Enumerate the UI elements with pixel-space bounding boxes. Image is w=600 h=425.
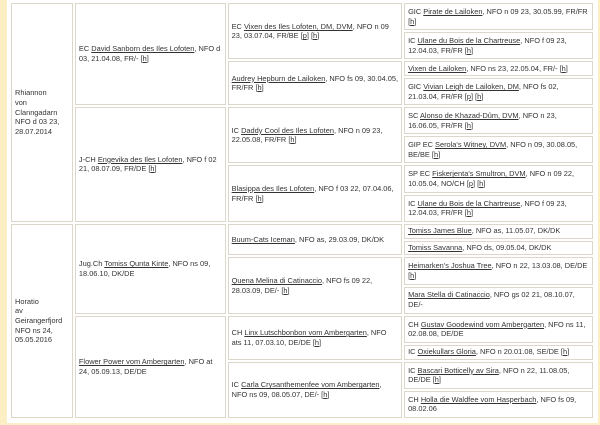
cat-name-link[interactable]: Buum-Cats Iceman <box>231 234 295 244</box>
h-link[interactable]: h <box>314 337 320 347</box>
cat-name-link[interactable]: Tomiss Qunta Kinte <box>104 259 169 269</box>
h-link[interactable]: h <box>479 179 484 189</box>
cat-details: NFO ds, 09.05.04, DK/DK <box>466 243 552 253</box>
cat-name-link[interactable]: Carla Crysanthemenfee vom Ambergarten <box>241 380 380 390</box>
cat-title: SP EC <box>408 169 431 179</box>
cat-details: NFO fs 09, 08.02.06 <box>408 394 577 414</box>
h-link[interactable]: h <box>466 120 471 130</box>
cat-name-link[interactable]: Vixen des Iles Lofoten, DM, DVM <box>243 21 353 31</box>
cat-title: EC <box>78 44 90 54</box>
cat-details: NFO ats 11, 07.03.10, DE/DE <box>231 328 387 347</box>
h-link[interactable]: h <box>142 54 147 64</box>
cat-details: NFO ns 09, 08.05.07, DE/- <box>231 389 320 399</box>
cat-name-link[interactable]: Fiskerjenta's Smultron, DVM <box>432 169 526 179</box>
cat-details: NFO as, 29.03.09, DK/DK <box>299 234 385 244</box>
cat-details: NFO n 09, 30.08.05, BE/BE <box>408 140 578 159</box>
parent-line: Horatio <box>15 296 39 306</box>
cat-name-link[interactable]: Daddy Cool des Iles Lofoten <box>241 125 334 135</box>
ggg-parent-cell: Vixen de Lailoken, NFO ns 23, 22.05.04, FR/- [h] <box>404 61 593 76</box>
ggg-parent-cell: Heimarken's Joshua Tree, NFO n 22, 13.03.08, DE/DE [h] <box>404 257 593 284</box>
cat-name-link[interactable]: Vixen de Lailoken <box>408 63 467 73</box>
pedigree-row <box>11 3 593 30</box>
cat-title: Jug.Ch <box>78 259 103 269</box>
cat-title: J-CH <box>78 154 96 164</box>
ggg-parent-cell: SC Alonso de Khazad-Dûm, DVM, NFO n 23, 16.06.05, FR/FR [h] <box>404 107 593 134</box>
cat-details: NFO f 09 23, 12.04.03, FR/FR <box>408 36 567 55</box>
cat-name-link[interactable]: Quena Melina di Catinaccio <box>231 275 323 285</box>
h-link[interactable]: h <box>562 347 568 357</box>
h-link[interactable]: h <box>433 149 439 159</box>
h-link[interactable]: h <box>257 193 262 203</box>
cat-details: NFO as, 11.05.07, DK/DK <box>475 226 561 236</box>
cat-details: NFO fs 02, 21.03.04, FR/FR <box>408 82 559 101</box>
h-link[interactable]: h <box>290 135 295 145</box>
cat-name-link[interactable]: Serola's Witney, DVM <box>435 140 507 150</box>
parent-cell <box>11 3 73 222</box>
cat-details: NFO n 22, 13.03.08, DE/DE <box>495 261 588 271</box>
cat-title: GIP EC <box>408 140 433 150</box>
grandparent-cell: J-CH Engevika des Iles Lofoten, NFO f 02 21, 08.07.09, FR/DE [h] <box>75 107 226 222</box>
great-grandparent-cell: IC Carla Crysanthemenfee vom Ambergarten, NFO ns 09, 08.05.07, DE/- [h] <box>228 362 402 418</box>
ggg-parent-cell: CH Gustav Goodewind vom Ambergarten, NFO ns 11, 02.08.08, DE/DE <box>404 316 593 343</box>
cat-title: CH <box>408 319 419 329</box>
great-grandparent-cell: Buum-Cats Iceman, NFO as, 29.03.09, DK/DK <box>228 224 402 256</box>
ggg-parent-cell: GIP EC Serola's Witney, DVM, NFO n 09, 30.08.05, BE/BE [h] <box>404 136 593 163</box>
cat-name-link[interactable]: Linx Lutschbonbon vom Ambergarten <box>244 328 367 338</box>
cat-details: NFO n 09 22, 10.05.04, NO/CH <box>408 169 575 189</box>
cat-details: NFO at 24, 05.09.13, DE/DE <box>78 357 213 376</box>
ggg-parent-cell: Tomiss Savanna, NFO ds, 09.05.04, DK/DK <box>404 241 593 256</box>
cat-details: NFO f 09 23, 12.04.03, FR/FR <box>408 198 567 218</box>
grandparent-cell: Flower Power vom Ambergarten, NFO at 24, 05.09.13, DE/DE <box>75 316 226 418</box>
photo-link[interactable]: p <box>302 31 307 41</box>
cat-title: GIC <box>408 82 422 92</box>
cat-details: NFO n 23, 16.06.05, FR/FR <box>408 111 557 130</box>
cat-title: CH <box>408 394 419 404</box>
h-link[interactable]: h <box>434 375 439 385</box>
cat-name-link[interactable]: Gustav Goodewind vom Ambergarten <box>420 319 545 329</box>
ggg-parent-cell: IC Ulane du Bois de la Chartreuse, NFO f 09 23, 12.04.03, FR/FR [h] <box>404 195 593 222</box>
great-grandparent-cell: Quena Melina di Catinaccio, NFO fs 09 22, 28.03.09, DE/- [h] <box>228 257 402 313</box>
cat-name-link[interactable]: Holla die Waldfee vom Hasperbach <box>420 394 537 404</box>
cat-title: IC <box>408 365 416 375</box>
great-grandparent-cell: EC Vixen des Iles Lofoten, DM, DVM, NFO n 09 23, 03.07.04, FR/BE [p] [h] <box>228 3 402 59</box>
cat-title: GIC <box>408 6 422 16</box>
cat-details: NFO n 22, 11.08.05, DE/DE <box>408 365 570 385</box>
cat-name-link[interactable]: Ulane du Bois de la Chartreuse <box>417 198 521 208</box>
cat-details: NFO n 20.01.08, SE/DE <box>479 347 559 357</box>
cat-name-link[interactable]: Alonso de Khazad-Dûm, DVM <box>420 111 519 121</box>
cat-name-link[interactable]: Pirate de Lailoken <box>423 6 483 16</box>
cat-details: NFO gs 02 21, 08.10.07, DE/- <box>408 290 575 310</box>
pedigree-row <box>11 316 593 343</box>
cat-name-link[interactable]: Oxiekullars Gloria <box>417 347 476 357</box>
ggg-parent-cell: SP EC Fiskerjenta's Smultron, DVM, NFO n 09 22, 10.05.04, NO/CH [p] [h] <box>404 165 593 192</box>
cat-details: NFO n 09 23, 22.05.08, FR/FR <box>231 125 383 145</box>
cat-name-link[interactable]: Mara Stella di Catinaccio <box>408 290 490 300</box>
cat-title: EC <box>231 21 242 31</box>
pedigree-page <box>7 0 598 423</box>
cat-details: NFO ns 11, 02.08.08, DE/DE <box>408 319 586 339</box>
cat-details: NFO n 09 23, 30.05.99, FR/FR <box>486 6 588 16</box>
cat-title: IC <box>231 380 240 390</box>
cat-details: NFO f 02 21, 08.07.09, FR/DE <box>78 154 217 174</box>
cat-details: NFO f 03 22, 07.04.06, FR/FR <box>231 183 394 203</box>
ggg-parent-cell: IC Oxiekullars Gloria, NFO n 20.01.08, SE/DE [h] <box>404 345 593 360</box>
ggg-parent-cell: CH Holla die Waldfee vom Hasperbach, NFO fs 09, 08.02.06 <box>404 391 593 418</box>
h-link[interactable]: h <box>323 389 328 399</box>
grandparent-cell: Jug.Ch Tomiss Qunta Kinte, NFO ns 09, 18.06.10, DK/DE <box>75 224 226 314</box>
photo-link[interactable]: p <box>468 179 473 189</box>
h-link[interactable]: h <box>466 208 471 218</box>
h-link[interactable]: h <box>410 16 415 26</box>
cat-name-link[interactable]: Tomiss Savanna <box>408 243 463 253</box>
parent-line: NFO ns 24, <box>15 325 53 335</box>
h-link[interactable]: h <box>313 31 318 41</box>
parent-line: av Geirangerfjord <box>15 306 63 326</box>
cat-title: CH <box>231 328 243 338</box>
grandparent-cell: EC David Sanborn des Iles Lofoten, NFO d 03, 21.04.08, FR/- [h] <box>75 3 226 105</box>
great-grandparent-cell: IC Daddy Cool des Iles Lofoten, NFO n 09 23, 22.05.08, FR/FR [h] <box>228 107 402 163</box>
cat-name-link[interactable]: Heimarken's Joshua Tree <box>408 261 492 271</box>
great-grandparent-cell: Audrey Hepburn de Lailoken, NFO fs 09, 30.04.05, FR/FR [h] <box>228 61 402 105</box>
h-link[interactable]: h <box>477 91 482 101</box>
cat-title: IC <box>408 198 416 208</box>
h-link[interactable]: h <box>150 164 155 174</box>
ggg-parent-cell: IC Ulane du Bois de la Chartreuse, NFO f 09 23, 12.04.03, FR/FR [h] <box>404 32 593 59</box>
parent-line: Rhiannon <box>15 88 47 98</box>
ggg-parent-cell: Tomiss James Blue, NFO as, 11.05.07, DK/DK <box>404 224 593 239</box>
h-link[interactable]: h <box>257 83 262 93</box>
parent-cell <box>11 224 73 418</box>
parent-line: NFO d 03 23, <box>15 117 60 127</box>
h-link[interactable]: h <box>561 63 566 73</box>
cat-title: IC <box>231 125 240 135</box>
great-grandparent-cell: CH Linx Lutschbonbon vom Ambergarten, NFO ats 11, 07.03.10, DE/DE [h] <box>228 316 402 360</box>
h-link[interactable]: h <box>410 270 415 280</box>
cat-title: SC <box>408 111 419 121</box>
great-grandparent-cell: Blasippa des Iles Lofoten, NFO f 03 22, 07.04.06, FR/FR [h] <box>228 165 402 221</box>
parent-line: 05.05.2016 <box>15 335 52 345</box>
cat-details: NFO fs 09, 30.04.05, FR/FR <box>231 73 399 93</box>
cat-name-link[interactable]: Vivian Leigh de Lailoken, DM <box>423 82 519 92</box>
cat-details: NFO fs 09 22, 28.03.09, DE/- <box>231 275 373 295</box>
cat-name-link[interactable]: Bascari Botticelly av Sira <box>417 365 499 375</box>
pedigree-row <box>11 224 593 239</box>
cat-name-link[interactable]: Tomiss James Blue <box>408 226 472 236</box>
ggg-parent-cell: GIC Pirate de Lailoken, NFO n 09 23, 30.05.99, FR/FR [h] <box>404 3 593 30</box>
h-link[interactable]: h <box>466 45 471 55</box>
cat-title: IC <box>408 347 416 357</box>
cat-details: NFO ns 09, 18.06.10, DK/DE <box>78 259 211 278</box>
cat-name-link[interactable]: Blasippa des Iles Lofoten <box>231 183 315 193</box>
cat-name-link[interactable]: Ulane du Bois de la Chartreuse <box>417 36 521 46</box>
cat-details: NFO ns 23, 22.05.04, FR/- <box>470 63 558 73</box>
parent-line: von Clanngadarn <box>15 97 58 117</box>
cat-details: NFO d 03, 21.04.08, FR/- <box>78 44 221 64</box>
h-link[interactable]: h <box>283 285 288 295</box>
cat-name-link[interactable]: David Sanborn des Iles Lofoten <box>91 44 195 54</box>
photo-link[interactable]: p <box>466 91 471 101</box>
cat-name-link[interactable]: Engevika des Iles Lofoten <box>97 154 183 164</box>
pedigree-row <box>11 107 593 134</box>
cat-details: NFO n 09 23, 03.07.04, FR/BE <box>231 21 389 41</box>
parent-line: 28.07.2014 <box>15 126 52 136</box>
ggg-parent-cell: GIC Vivian Leigh de Lailoken, DM, NFO fs 02, 21.03.04, FR/FR [p] [h] <box>404 78 593 105</box>
cat-title: IC <box>408 36 416 46</box>
ggg-parent-cell: IC Bascari Botticelly av Sira, NFO n 22, 11.08.05, DE/DE [h] <box>404 362 593 389</box>
pedigree-table <box>9 1 595 420</box>
ggg-parent-cell: Mara Stella di Catinaccio, NFO gs 02 21, 08.10.07, DE/- <box>404 287 593 314</box>
cat-name-link[interactable]: Flower Power vom Ambergarten <box>78 357 185 367</box>
cat-name-link[interactable]: Audrey Hepburn de Lailoken <box>231 73 326 83</box>
